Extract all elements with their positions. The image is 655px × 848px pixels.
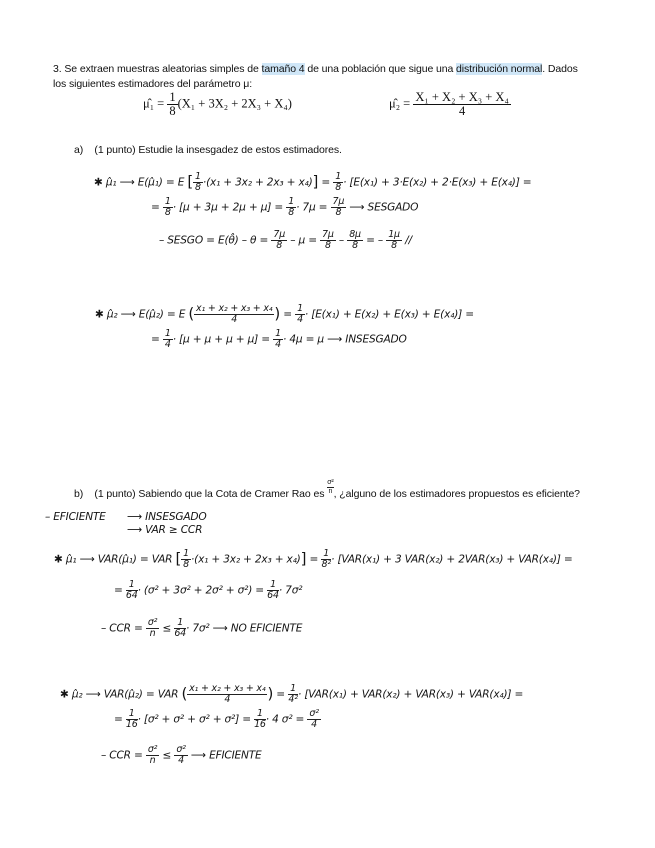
fraction-denominator: 64 [267,589,279,601]
fraction-numerator: 7μ [322,229,334,240]
estimator-1-lhs: μ̂₁ = [143,96,168,111]
hw-text: = [283,308,292,321]
hw-fraction [386,230,402,251]
fraction-denominator: n [149,627,156,639]
hw-text: = [114,713,123,726]
fraction-denominator: 8² [321,558,331,570]
question-line-2: los siguientes estimadores del parámetro μ: [53,78,253,90]
highlight-normal-distribution: distribución normal [456,63,543,75]
estimator-1-rhs: (X₁ + 3X₂ + 2X₃ + X₄) [177,96,292,111]
fraction-numerator: 1 [126,580,138,591]
mu1-bias-line [159,230,412,251]
hw-text: · [VAR(x₁) + VAR(x₂) + VAR(x₃) + VAR(x₄)] = [298,688,524,701]
hw-text: ⟶ EFICIENTE [190,749,262,762]
fraction-numerator: 1 [267,580,279,591]
hw-text: – CCR = [101,749,143,762]
hw-fraction [273,329,283,350]
fraction-denominator: 4 [275,338,281,350]
fraction-denominator: 8 [324,239,331,251]
hw-text: · 7σ² [278,584,303,597]
fraction-numerator: 1 [275,328,281,339]
hw-text: · [E(x₁) + 3·E(x₂) + 2·E(x₃) + E(x₄)] = [343,176,532,189]
fraction-numerator: x₁ + x₂ + x₃ + x₄ [196,303,273,314]
fraction-denominator: 4 [458,104,466,119]
mu2-ccr-comparison [101,745,262,766]
hw-fraction [254,709,266,730]
fraction-denominator: 8 [352,239,358,251]
hw-text: · 7μ = [296,201,328,214]
part-a-label: a) [74,144,84,156]
fraction-denominator: 8 [183,558,189,570]
question-number: 3. [53,63,62,75]
hw-text: ✱ μ̂₂ ⟶ E(μ̂₂) = E [95,308,186,321]
fraction-denominator: 64 [125,589,138,601]
fraction-denominator: 16 [254,718,266,730]
bracket-open: [ [187,172,194,191]
hw-text: – μ = [290,234,317,247]
hw-fraction [163,329,173,350]
mu2-expectation-line-2 [151,329,407,350]
fraction-denominator: 4 [224,693,231,705]
hw-text: – CCR = [101,622,143,635]
hw-text: ✱ μ̂₂ ⟶ VAR(μ̂₂) = VAR [60,688,179,701]
part-b-text-b: , ¿alguno de los estimadores propuestos es eficiente? [333,488,580,500]
hw-fraction [307,709,320,730]
fraction-denominator: 4 [311,718,318,730]
estimator-2-lhs: μ̂₂ = [389,96,414,111]
hw-fraction [126,580,138,601]
hw-fraction [187,684,267,705]
paren-close: ) [274,304,281,323]
part-a-heading [74,144,342,156]
hw-text: = [151,333,160,346]
fraction-denominator: 8 [195,181,201,193]
hw-text: · [σ² + σ² + σ² + σ²] = [137,713,251,726]
hw-fraction [174,745,187,766]
mu1-expectation-line-2 [151,197,418,218]
hw-fraction [333,172,343,193]
hw-text: ⟶ SESGADO [349,201,419,214]
hw-text: = [114,584,123,597]
fraction-numerator: 1 [335,171,342,182]
hw-text: · 7σ² ⟶ NO EFICIENTE [186,622,303,635]
hw-text: ≤ [162,749,172,762]
hw-text: · [μ + 3μ + 2μ + μ] = [172,201,284,214]
hw-text: = – [366,234,384,247]
hw-text: · [μ + μ + μ + μ] = [172,333,270,346]
hw-fraction [347,230,363,251]
fraction-numerator: 1 [254,709,266,720]
fraction-numerator: 1 [126,709,138,720]
hw-fraction [320,230,336,251]
hw-fraction [193,172,203,193]
hw-text: = [321,176,331,189]
bracket-close: ] [312,172,319,191]
fraction-numerator: 1 [169,90,176,104]
efficient-definition-a: – EFICIENTE [45,511,106,523]
fraction-denominator: 16 [125,718,138,730]
question-intro-c: . Dados [542,63,578,75]
hw-fraction [181,549,191,570]
hw-text: ≤ [162,622,172,635]
fraction-denominator: 8 [164,206,171,218]
part-b-label: b) [74,488,84,500]
fraction-numerator: σ² [309,708,319,719]
hw-text: · [E(x₁) + E(x₂) + E(x₃) + E(x₄)] = [304,308,474,321]
hw-fraction [146,745,159,766]
hw-text: // [405,234,412,247]
fraction-numerator: 1 [290,683,296,694]
fraction-numerator: 1 [174,618,186,629]
fraction-denominator: 4² [288,693,298,705]
estimator-1-formula [143,91,292,118]
hw-text: ·(x₁ + 3x₂ + 2x₃ + x₄) [202,176,313,189]
fraction-numerator: x₁ + x₂ + x₃ + x₄ [189,683,266,694]
fraction-denominator: 4 [231,313,238,325]
fraction-denominator: 8 [169,104,176,119]
fraction-numerator: 8μ [349,229,361,240]
hw-text: – SESGO = E(θ̂) – θ = [159,234,269,247]
hw-text: · 4 σ² = [265,713,305,726]
bracket-close: ] [300,549,307,568]
hw-text: = [276,688,285,701]
hw-text: = [309,553,319,566]
mu1-expectation-line-1 [94,172,531,193]
hw-fraction [163,197,173,218]
mu2-variance-line-1 [60,684,523,705]
question-intro-b: de una población que sigue una [304,63,457,75]
fraction-numerator: σ² [176,744,186,755]
highlight-sample-size: tamaño 4 [261,63,305,75]
fraction-numerator: 1 [164,328,171,339]
fraction-denominator: 4 [297,313,303,325]
fraction-denominator: n [149,754,156,766]
fraction-numerator: σ² [147,744,158,755]
efficient-definition-c: ⟶ VAR ≥ CCR [127,524,203,536]
fraction-numerator: σ² [147,617,158,628]
hw-fraction [267,580,279,601]
part-a-text: (1 punto) Estudie la insesgadez de estos estimadores. [94,144,342,156]
hw-text: = [151,201,160,214]
fraction-denominator: 4 [164,338,171,350]
fraction-denominator: 4 [178,754,184,766]
part-b-text-a: (1 punto) Sabiendo que la Cota de Cramer Rao es [94,488,325,500]
hw-fraction [295,304,305,325]
mu2-variance-line-2 [114,709,321,730]
part-b-heading [74,479,580,500]
fraction-denominator: 8 [335,206,342,218]
hw-text: ·(x₁ + 3x₂ + 2x₃ + x₄) [190,553,301,566]
hw-text: · 4μ = μ ⟶ INSESGADO [283,333,407,346]
hw-text: – [338,234,345,247]
estimator-2-fraction [413,91,510,118]
bracket-open: [ [175,549,182,568]
estimator-1-fraction [167,91,177,118]
fraction-numerator: 1 [183,548,189,559]
hw-text: ✱ μ̂₁ ⟶ VAR(μ̂₁) = VAR [54,553,173,566]
question-line-1 [53,63,578,75]
hw-fraction [174,618,186,639]
fraction-numerator: σ² [327,479,334,486]
hw-fraction [126,709,138,730]
hw-fraction [288,684,298,705]
fraction-numerator: 1 [164,196,171,207]
hw-fraction [286,197,296,218]
fraction-denominator: 64 [174,627,187,639]
hw-text: ✱ μ̂₁ ⟶ E(μ̂₁) = E [94,176,185,189]
hw-fraction [146,618,159,639]
fraction-denominator: 8 [288,206,295,218]
fraction-denominator: 8 [335,181,342,193]
hw-fraction [194,304,274,325]
hw-text: · (σ² + 3σ² + 2σ² + σ²) = [137,584,264,597]
fraction-numerator: 1 [297,303,303,314]
fraction-numerator: 7μ [332,196,345,207]
fraction-denominator: n [328,488,333,495]
hw-fraction [331,197,347,218]
mu1-variance-line-1 [54,549,573,570]
efficient-definition-b: ⟶ INSESGADO [127,511,207,523]
hw-fraction [271,230,287,251]
fraction-numerator: 1μ [388,229,400,240]
hw-text: · [VAR(x₁) + 3 VAR(x₂) + 2VAR(x₃) + VAR(x₄)] = [331,553,573,566]
fraction-denominator: 8 [391,239,397,251]
paren-open: ( [188,304,195,323]
mu1-variance-line-2 [114,580,302,601]
paren-close: ) [267,684,274,703]
mu2-expectation-line-1 [95,304,474,325]
fraction-numerator: 7μ [273,229,286,240]
fraction-numerator: X₁ + X₂ + X₃ + X₄ [415,90,509,104]
paren-open: ( [181,684,188,703]
fraction-numerator: 1 [323,548,330,559]
fraction-denominator: 8 [276,239,283,251]
estimator-2-formula [389,91,511,118]
question-intro-a: Se extraen muestras aleatorias simples de [64,63,262,75]
fraction-numerator: 1 [195,171,201,182]
fraction-numerator: 1 [288,196,295,207]
mu1-ccr-comparison [101,618,302,639]
hw-fraction [321,549,331,570]
